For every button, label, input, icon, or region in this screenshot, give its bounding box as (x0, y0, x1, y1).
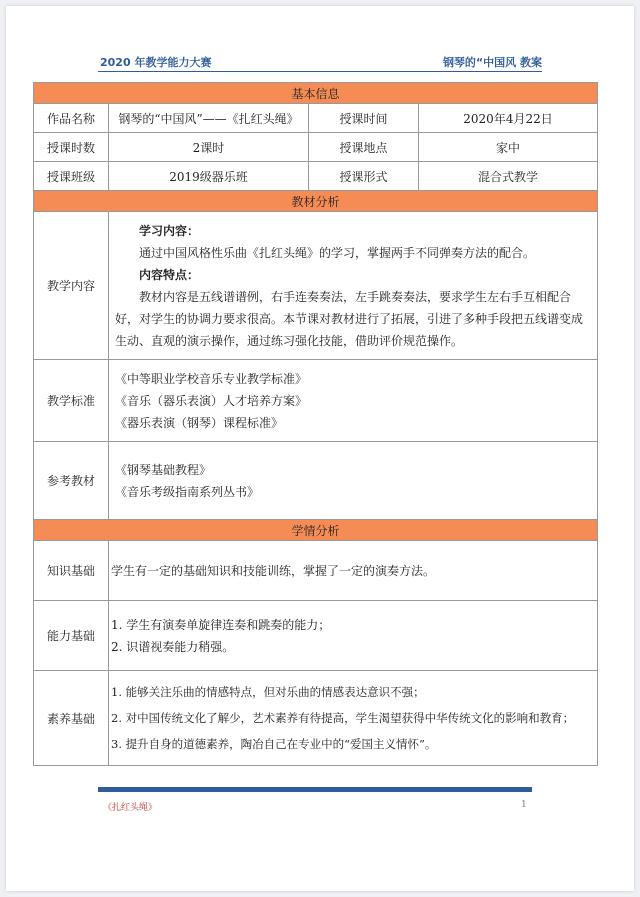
lesson-time-label: 授课时间 (309, 104, 419, 133)
knowledge-base-text: 学生有一定的基础知识和技能训练，掌握了一定的演奏方法。 (109, 541, 598, 601)
reference-item: 《钢琴基础教程》 (115, 462, 212, 477)
standard-item: 《器乐表演（钢琴）课程标准》 (115, 415, 284, 430)
teaching-form-value: 混合式教学 (419, 162, 598, 191)
header-right-text: 钢琴的“中国风 教案 (442, 56, 542, 69)
standard-item: 《音乐（器乐表演）人才培养方案》 (115, 393, 308, 408)
ability-base-cell (109, 601, 598, 671)
knowledge-base-label: 知识基础 (34, 541, 109, 601)
literacy-item: 2. 对中国传统文化了解少，艺术素养有待提高，学生渴望获得中华传统文化的影响和教育； (111, 711, 575, 725)
learning-content-heading: 学习内容： (139, 223, 200, 238)
learning-content-text: 通过中国风格性乐曲《扎红头绳》的学习，掌握两手不同弹奏方法的配合。 (139, 245, 536, 260)
reference-item: 《音乐考级指南系列丛书》 (115, 484, 260, 499)
footer-rule (98, 787, 532, 792)
footer-title: 《扎红头绳》 (103, 803, 158, 813)
literacy-base-label: 素养基础 (34, 671, 109, 766)
lesson-place-label: 授课地点 (309, 133, 419, 162)
section-learner-analysis: 学情分析 (34, 520, 598, 541)
lesson-plan-table (33, 82, 598, 766)
section-material-analysis: 教材分析 (34, 191, 598, 212)
work-name-value: 钢琴的“中国风”——《扎红头绳》 (109, 104, 309, 133)
class-label: 授课班级 (34, 162, 109, 191)
section-basic-info: 基本信息 (34, 83, 598, 104)
teaching-standard-cell (109, 360, 598, 442)
lesson-time-value: 2020年4月22日 (419, 104, 598, 133)
standard-item: 《中等职业学校音乐专业教学标准》 (115, 371, 308, 386)
content-feature-heading: 内容特点： (139, 267, 200, 282)
header-left-text: 2020 年教学能力大赛 (100, 56, 212, 69)
header-rule (98, 71, 542, 72)
lesson-place-value: 家中 (419, 133, 598, 162)
teaching-content-label: 教学内容 (34, 212, 109, 360)
reference-material-cell (109, 442, 598, 520)
ability-item: 2. 识谱视奏能力稍强。 (111, 639, 235, 654)
ability-base-label: 能力基础 (34, 601, 109, 671)
ability-item: 1. 学生有演奏单旋律连奏和跳奏的能力； (111, 617, 331, 632)
teaching-content-cell (109, 212, 598, 360)
reference-material-label: 参考教材 (34, 442, 109, 520)
page-header (100, 54, 542, 72)
content-feature-text: 教材内容是五线谱谱例，右手连奏奏法，左手跳奏奏法，要求学生左右手互相配合好，对学生的协调力要求很高。本节课对教材进行了拓展，引进了多种手段把五线谱变成生动、直观的演示操作，通过练习强化技能，借助评价规范操作。 (115, 289, 584, 348)
work-name-label: 作品名称 (34, 104, 109, 133)
lesson-hours-value: 2课时 (109, 133, 309, 162)
teaching-standard-label: 教学标准 (34, 360, 109, 442)
teaching-form-label: 授课形式 (309, 162, 419, 191)
page-number: 1 (521, 800, 527, 810)
literacy-item: 3. 提升自身的道德素养，陶冶自己在专业中的“爱国主义情怀”。 (111, 737, 437, 751)
literacy-item: 1. 能够关注乐曲的情感特点，但对乐曲的情感表达意识不强； (111, 685, 425, 699)
class-value: 2019级器乐班 (109, 162, 309, 191)
lesson-hours-label: 授课时数 (34, 133, 109, 162)
literacy-base-cell (109, 671, 598, 766)
